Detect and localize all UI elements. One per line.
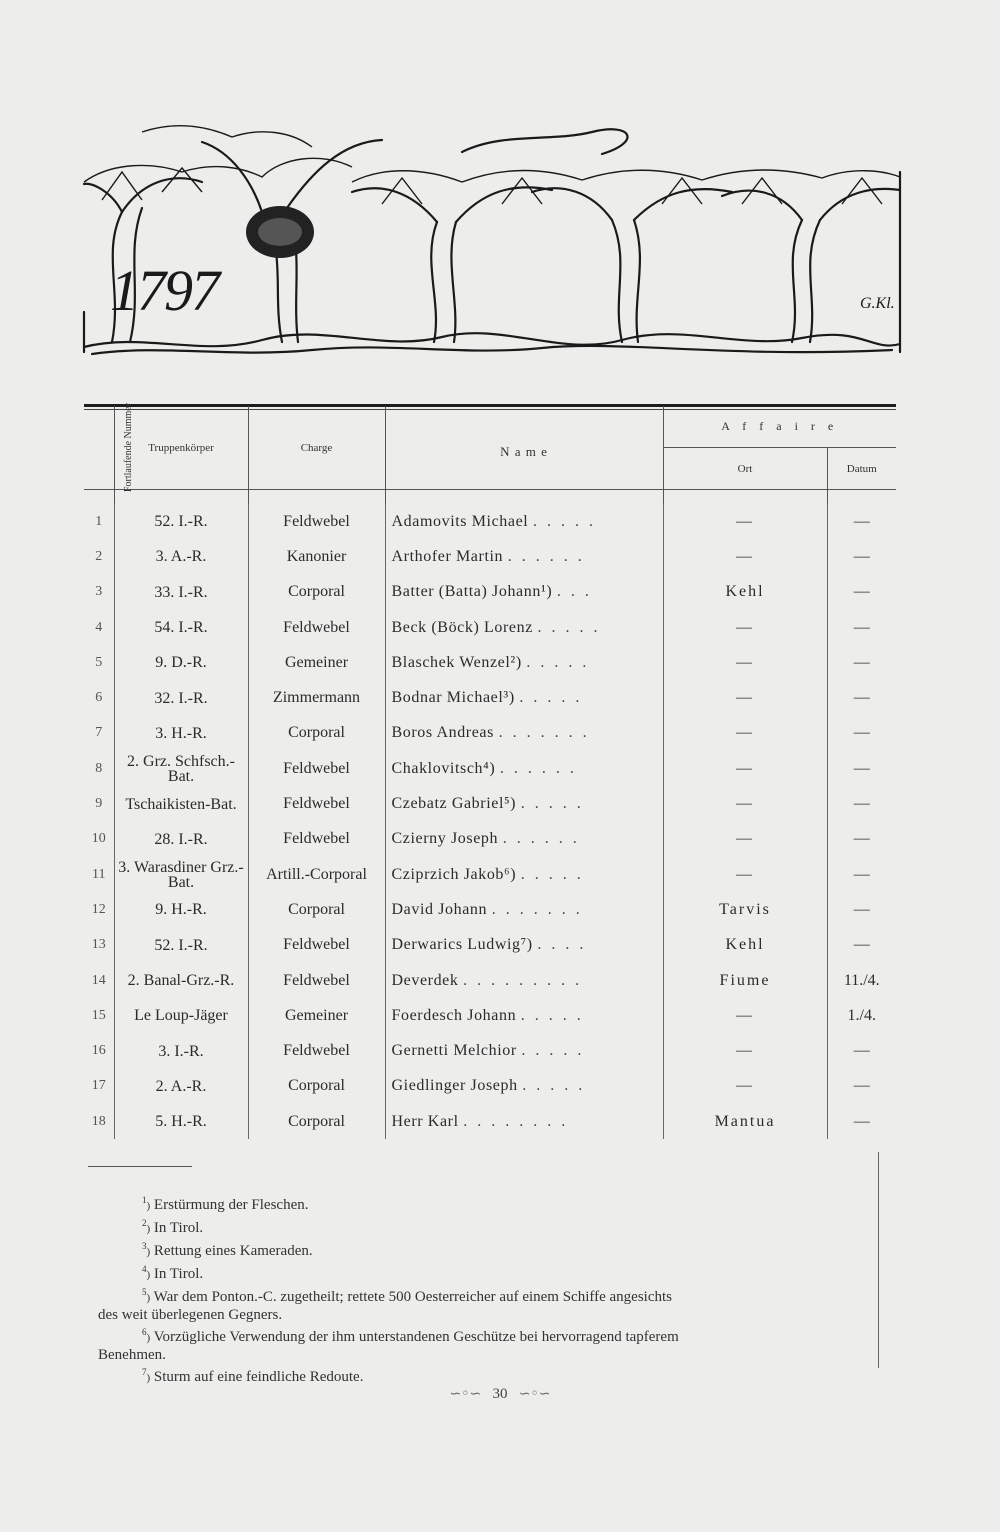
row-truppenkoerper: Tschaikisten-Bat.	[114, 786, 248, 821]
tree-ornament-illustration	[82, 112, 902, 362]
footnote-mark: 2	[142, 1218, 147, 1228]
footnote-mark: 5	[142, 1287, 147, 1297]
row-truppenkoerper: 52. I.-R.	[114, 928, 248, 963]
row-truppenkoerper: 2. A.-R.	[114, 1069, 248, 1104]
row-datum: —	[853, 936, 870, 954]
row-number: 14	[84, 963, 114, 998]
row-name	[385, 504, 663, 539]
row-charge: Corporal	[248, 1069, 385, 1104]
row-name-text: Czebatz Gabriel⁵)	[391, 795, 517, 813]
row-name-text: Arthofer Martin	[391, 547, 504, 565]
row-name-text: Batter (Batta) Johann¹)	[391, 583, 553, 601]
row-charge: Feldwebel	[248, 751, 385, 786]
page-number-ornament-left-icon: ∽◦∽	[449, 1386, 482, 1402]
table-row	[84, 575, 896, 610]
row-datum: —	[853, 724, 870, 742]
row-ort: —	[663, 610, 827, 645]
row-charge: Corporal	[248, 1104, 385, 1139]
row-truppenkoerper: 33. I.-R.	[114, 575, 248, 610]
row-name-text: David Johann	[391, 900, 488, 918]
row-name	[385, 575, 663, 610]
row-charge: Feldwebel	[248, 822, 385, 857]
row-name	[385, 680, 663, 715]
row-name-text: Blaschek Wenzel²)	[391, 653, 522, 671]
footnote-continuation: des weit überlegenen Gegners.	[98, 1307, 283, 1323]
row-ort: —	[663, 857, 827, 892]
row-name-leader-dots: . . . . . .	[502, 830, 580, 848]
row-ort: Kehl	[663, 928, 827, 963]
row-truppenkoerper: 5. H.-R.	[114, 1104, 248, 1139]
row-name-leader-dots: . . . . . . . .	[463, 1112, 569, 1130]
row-charge: Corporal	[248, 892, 385, 927]
footnote-text: In Tirol.	[153, 1266, 204, 1282]
row-datum: —	[853, 689, 870, 707]
table-row	[84, 539, 896, 574]
row-name-leader-dots: . . . . .	[522, 1077, 586, 1095]
row-name-leader-dots: . . . . .	[537, 618, 601, 636]
row-number: 10	[84, 822, 114, 857]
decoration-table	[84, 402, 896, 1139]
page-number-text: 30	[492, 1386, 508, 1402]
table-row	[84, 822, 896, 857]
row-ort: —	[663, 645, 827, 680]
row-ort: Tarvis	[663, 892, 827, 927]
row-ort: —	[663, 504, 827, 539]
footnote	[98, 1192, 878, 1215]
row-name-leader-dots: . . . . .	[520, 865, 584, 883]
ornament-signature: G.Kl.	[860, 295, 895, 312]
row-charge: Feldwebel	[248, 786, 385, 821]
row-number: 9	[84, 786, 114, 821]
table-row	[84, 786, 896, 821]
row-name-text: Giedlinger Joseph	[391, 1077, 518, 1095]
row-name-text: Bodnar Michael³)	[391, 689, 515, 707]
row-number: 4	[84, 610, 114, 645]
footnote-text: Sturm auf eine feindliche Redoute.	[153, 1369, 364, 1385]
row-truppenkoerper: 9. D.-R.	[114, 645, 248, 680]
row-ort: —	[663, 1069, 827, 1104]
table-row	[84, 716, 896, 751]
row-name-leader-dots: . . . . .	[519, 689, 583, 707]
row-name	[385, 786, 663, 821]
row-name	[385, 892, 663, 927]
footnote-text: Erstürmung der Fleschen.	[153, 1197, 309, 1213]
table-row	[84, 1033, 896, 1068]
page-number-ornament-right-icon: ∽◦∽	[518, 1386, 551, 1402]
table-row	[84, 610, 896, 645]
row-charge: Feldwebel	[248, 1033, 385, 1068]
footnote	[98, 1364, 878, 1387]
footnote	[98, 1284, 878, 1307]
row-ort: —	[663, 680, 827, 715]
row-name	[385, 998, 663, 1033]
footnote-mark-paren: )	[146, 1246, 151, 1258]
row-name-leader-dots: . . . . .	[521, 1042, 585, 1060]
row-name-leader-dots: . . . . . . .	[498, 724, 590, 742]
column-header-truppenkoerper: Truppenkörper	[114, 406, 248, 490]
row-number: 5	[84, 645, 114, 680]
row-charge: Kanonier	[248, 539, 385, 574]
table-row	[84, 892, 896, 927]
row-datum: —	[853, 830, 870, 848]
table-spacer-row	[84, 490, 896, 505]
footnote-text: In Tirol.	[153, 1220, 204, 1236]
row-number: 16	[84, 1033, 114, 1068]
row-name-text: Gernetti Melchior	[391, 1042, 517, 1060]
row-charge: Gemeiner	[248, 645, 385, 680]
table-row	[84, 1104, 896, 1139]
row-charge: Gemeiner	[248, 998, 385, 1033]
row-datum: —	[853, 865, 870, 883]
footnote-mark: 6	[142, 1327, 147, 1337]
row-datum: —	[853, 795, 870, 813]
row-name-text: Cziprzich Jakob⁶)	[391, 865, 517, 883]
column-header-name	[385, 406, 663, 490]
column-header-name-text: N a m e	[500, 443, 548, 459]
row-name	[385, 1104, 663, 1139]
row-number: 12	[84, 892, 114, 927]
table-row	[84, 857, 896, 892]
row-name	[385, 751, 663, 786]
row-charge: Feldwebel	[248, 610, 385, 645]
footnote-mark-paren: )	[146, 1223, 151, 1235]
row-truppenkoerper: 9. H.-R.	[114, 892, 248, 927]
footnote-mark-paren: )	[146, 1200, 151, 1212]
row-truppenkoerper: 54. I.-R.	[114, 610, 248, 645]
table-right-rule	[878, 1152, 879, 1368]
footnote	[98, 1324, 878, 1347]
row-datum: —	[853, 547, 870, 565]
footnote	[98, 1215, 878, 1238]
row-name	[385, 963, 663, 998]
row-name-leader-dots: . . . . .	[520, 795, 584, 813]
row-number: 2	[84, 539, 114, 574]
row-ort: Fiume	[663, 963, 827, 998]
table-row	[84, 504, 896, 539]
table-row	[84, 998, 896, 1033]
row-name-leader-dots: . . . . . . .	[491, 900, 583, 918]
footnote-mark: 7	[142, 1367, 147, 1377]
row-charge: Artill.-Corporal	[248, 857, 385, 892]
row-name-text: Foerdesch Johann	[391, 1006, 517, 1024]
row-number: 18	[84, 1104, 114, 1139]
row-name-text: Beck (Böck) Lorenz	[391, 618, 533, 636]
row-datum: —	[853, 1112, 870, 1130]
table-row	[84, 751, 896, 786]
footnote-text: War dem Ponton.-C. zugetheilt; rettete 500 Oesterreicher auf einem Schiffe angesichts	[153, 1289, 672, 1305]
row-truppenkoerper: 3. I.-R.	[114, 1033, 248, 1068]
row-name-leader-dots: . . . . .	[526, 653, 590, 671]
row-ort: —	[663, 822, 827, 857]
row-truppenkoerper: 2. Banal-Grz.-R.	[114, 963, 248, 998]
footnote-mark-paren: )	[146, 1332, 151, 1344]
table-row	[84, 680, 896, 715]
row-truppenkoerper: 28. I.-R.	[114, 822, 248, 857]
column-header-affaire: A f f a i r e	[663, 406, 896, 448]
row-ort: —	[663, 539, 827, 574]
row-ort: —	[663, 716, 827, 751]
row-number: 11	[84, 857, 114, 892]
row-name-leader-dots: . . . . . .	[507, 547, 585, 565]
column-header-datum: Datum	[827, 448, 896, 490]
row-datum: —	[853, 1077, 870, 1095]
row-datum: 1./4.	[847, 1006, 876, 1024]
column-header-ort: Ort	[663, 448, 827, 490]
row-name-leader-dots: . . . . . . . . .	[463, 971, 583, 989]
row-name-text: Herr Karl	[391, 1112, 459, 1130]
page-number	[0, 1386, 1000, 1403]
row-number: 8	[84, 751, 114, 786]
row-truppenkoerper: Le Loup-Jäger	[114, 998, 248, 1033]
footnote-mark-paren: )	[146, 1292, 151, 1304]
recipients-table	[84, 402, 896, 1139]
footnotes	[98, 1192, 878, 1387]
table-row	[84, 1069, 896, 1104]
row-datum: —	[853, 618, 870, 636]
footnote-mark: 1	[142, 1195, 147, 1205]
row-name-leader-dots: . . . .	[537, 936, 587, 954]
row-datum: —	[853, 653, 870, 671]
row-ort: —	[663, 998, 827, 1033]
column-header-charge: Charge	[248, 406, 385, 490]
row-name-text: Deverdek	[391, 971, 459, 989]
row-charge: Zimmermann	[248, 680, 385, 715]
row-name	[385, 1033, 663, 1068]
footnote-separator	[88, 1166, 192, 1167]
row-name-text: Derwarics Ludwig⁷)	[391, 936, 533, 954]
row-number: 7	[84, 716, 114, 751]
footnote-mark-paren: )	[146, 1269, 151, 1281]
row-name	[385, 822, 663, 857]
row-datum: —	[853, 512, 870, 530]
row-charge: Feldwebel	[248, 504, 385, 539]
footnote	[98, 1238, 878, 1261]
row-number: 1	[84, 504, 114, 539]
row-truppenkoerper: 3. Warasdiner Grz.-Bat.	[114, 857, 248, 892]
row-name	[385, 610, 663, 645]
row-truppenkoerper: 3. H.-R.	[114, 716, 248, 751]
row-name	[385, 716, 663, 751]
footnote-mark: 3	[142, 1241, 147, 1251]
table-row	[84, 645, 896, 680]
row-ort: Kehl	[663, 575, 827, 610]
row-name-leader-dots: . . . . . .	[499, 759, 577, 777]
row-number: 13	[84, 928, 114, 963]
row-truppenkoerper: 32. I.-R.	[114, 680, 248, 715]
row-truppenkoerper: 3. A.-R.	[114, 539, 248, 574]
row-name	[385, 1069, 663, 1104]
row-name-leader-dots: . . . . .	[532, 512, 596, 530]
column-header-number: Fortlaufende Nummer	[84, 406, 114, 490]
row-charge: Corporal	[248, 575, 385, 610]
row-charge: Corporal	[248, 716, 385, 751]
row-datum: —	[853, 1042, 870, 1060]
table-row	[84, 928, 896, 963]
row-number: 3	[84, 575, 114, 610]
table-row	[84, 963, 896, 998]
ornament-year: 1797	[110, 258, 218, 323]
row-datum: —	[853, 900, 870, 918]
footnote	[98, 1261, 878, 1284]
footnote-mark: 4	[142, 1264, 147, 1274]
row-name	[385, 857, 663, 892]
row-ort: —	[663, 786, 827, 821]
row-name	[385, 539, 663, 574]
footnote-continuation: Benehmen.	[98, 1347, 166, 1363]
row-name-text: Boros Andreas	[391, 724, 494, 742]
row-ort: —	[663, 751, 827, 786]
row-datum: —	[853, 583, 870, 601]
row-name-text: Czierny Joseph	[391, 830, 499, 848]
row-name	[385, 928, 663, 963]
row-charge: Feldwebel	[248, 963, 385, 998]
row-datum: 11./4.	[843, 971, 880, 989]
row-name-text: Adamovits Michael	[391, 512, 529, 530]
row-ort: —	[663, 1033, 827, 1068]
row-name-leader-dots: . . .	[556, 583, 592, 601]
row-number: 6	[84, 680, 114, 715]
footnote-text: Rettung eines Kameraden.	[153, 1243, 313, 1259]
row-name	[385, 645, 663, 680]
footnote-text: Vorzügliche Verwendung der ihm unterstandenen Geschütze bei hervorragend tapferem	[153, 1329, 679, 1345]
row-datum: —	[853, 759, 870, 777]
row-truppenkoerper: 2. Grz. Schfsch.-Bat.	[114, 751, 248, 786]
row-name-text: Chaklovitsch⁴)	[391, 759, 496, 777]
row-number: 17	[84, 1069, 114, 1104]
row-number: 15	[84, 998, 114, 1033]
footnote-mark-paren: )	[146, 1372, 151, 1384]
row-charge: Feldwebel	[248, 928, 385, 963]
row-name-leader-dots: . . . . .	[520, 1006, 584, 1024]
row-ort: Mantua	[663, 1104, 827, 1139]
row-truppenkoerper: 52. I.-R.	[114, 504, 248, 539]
